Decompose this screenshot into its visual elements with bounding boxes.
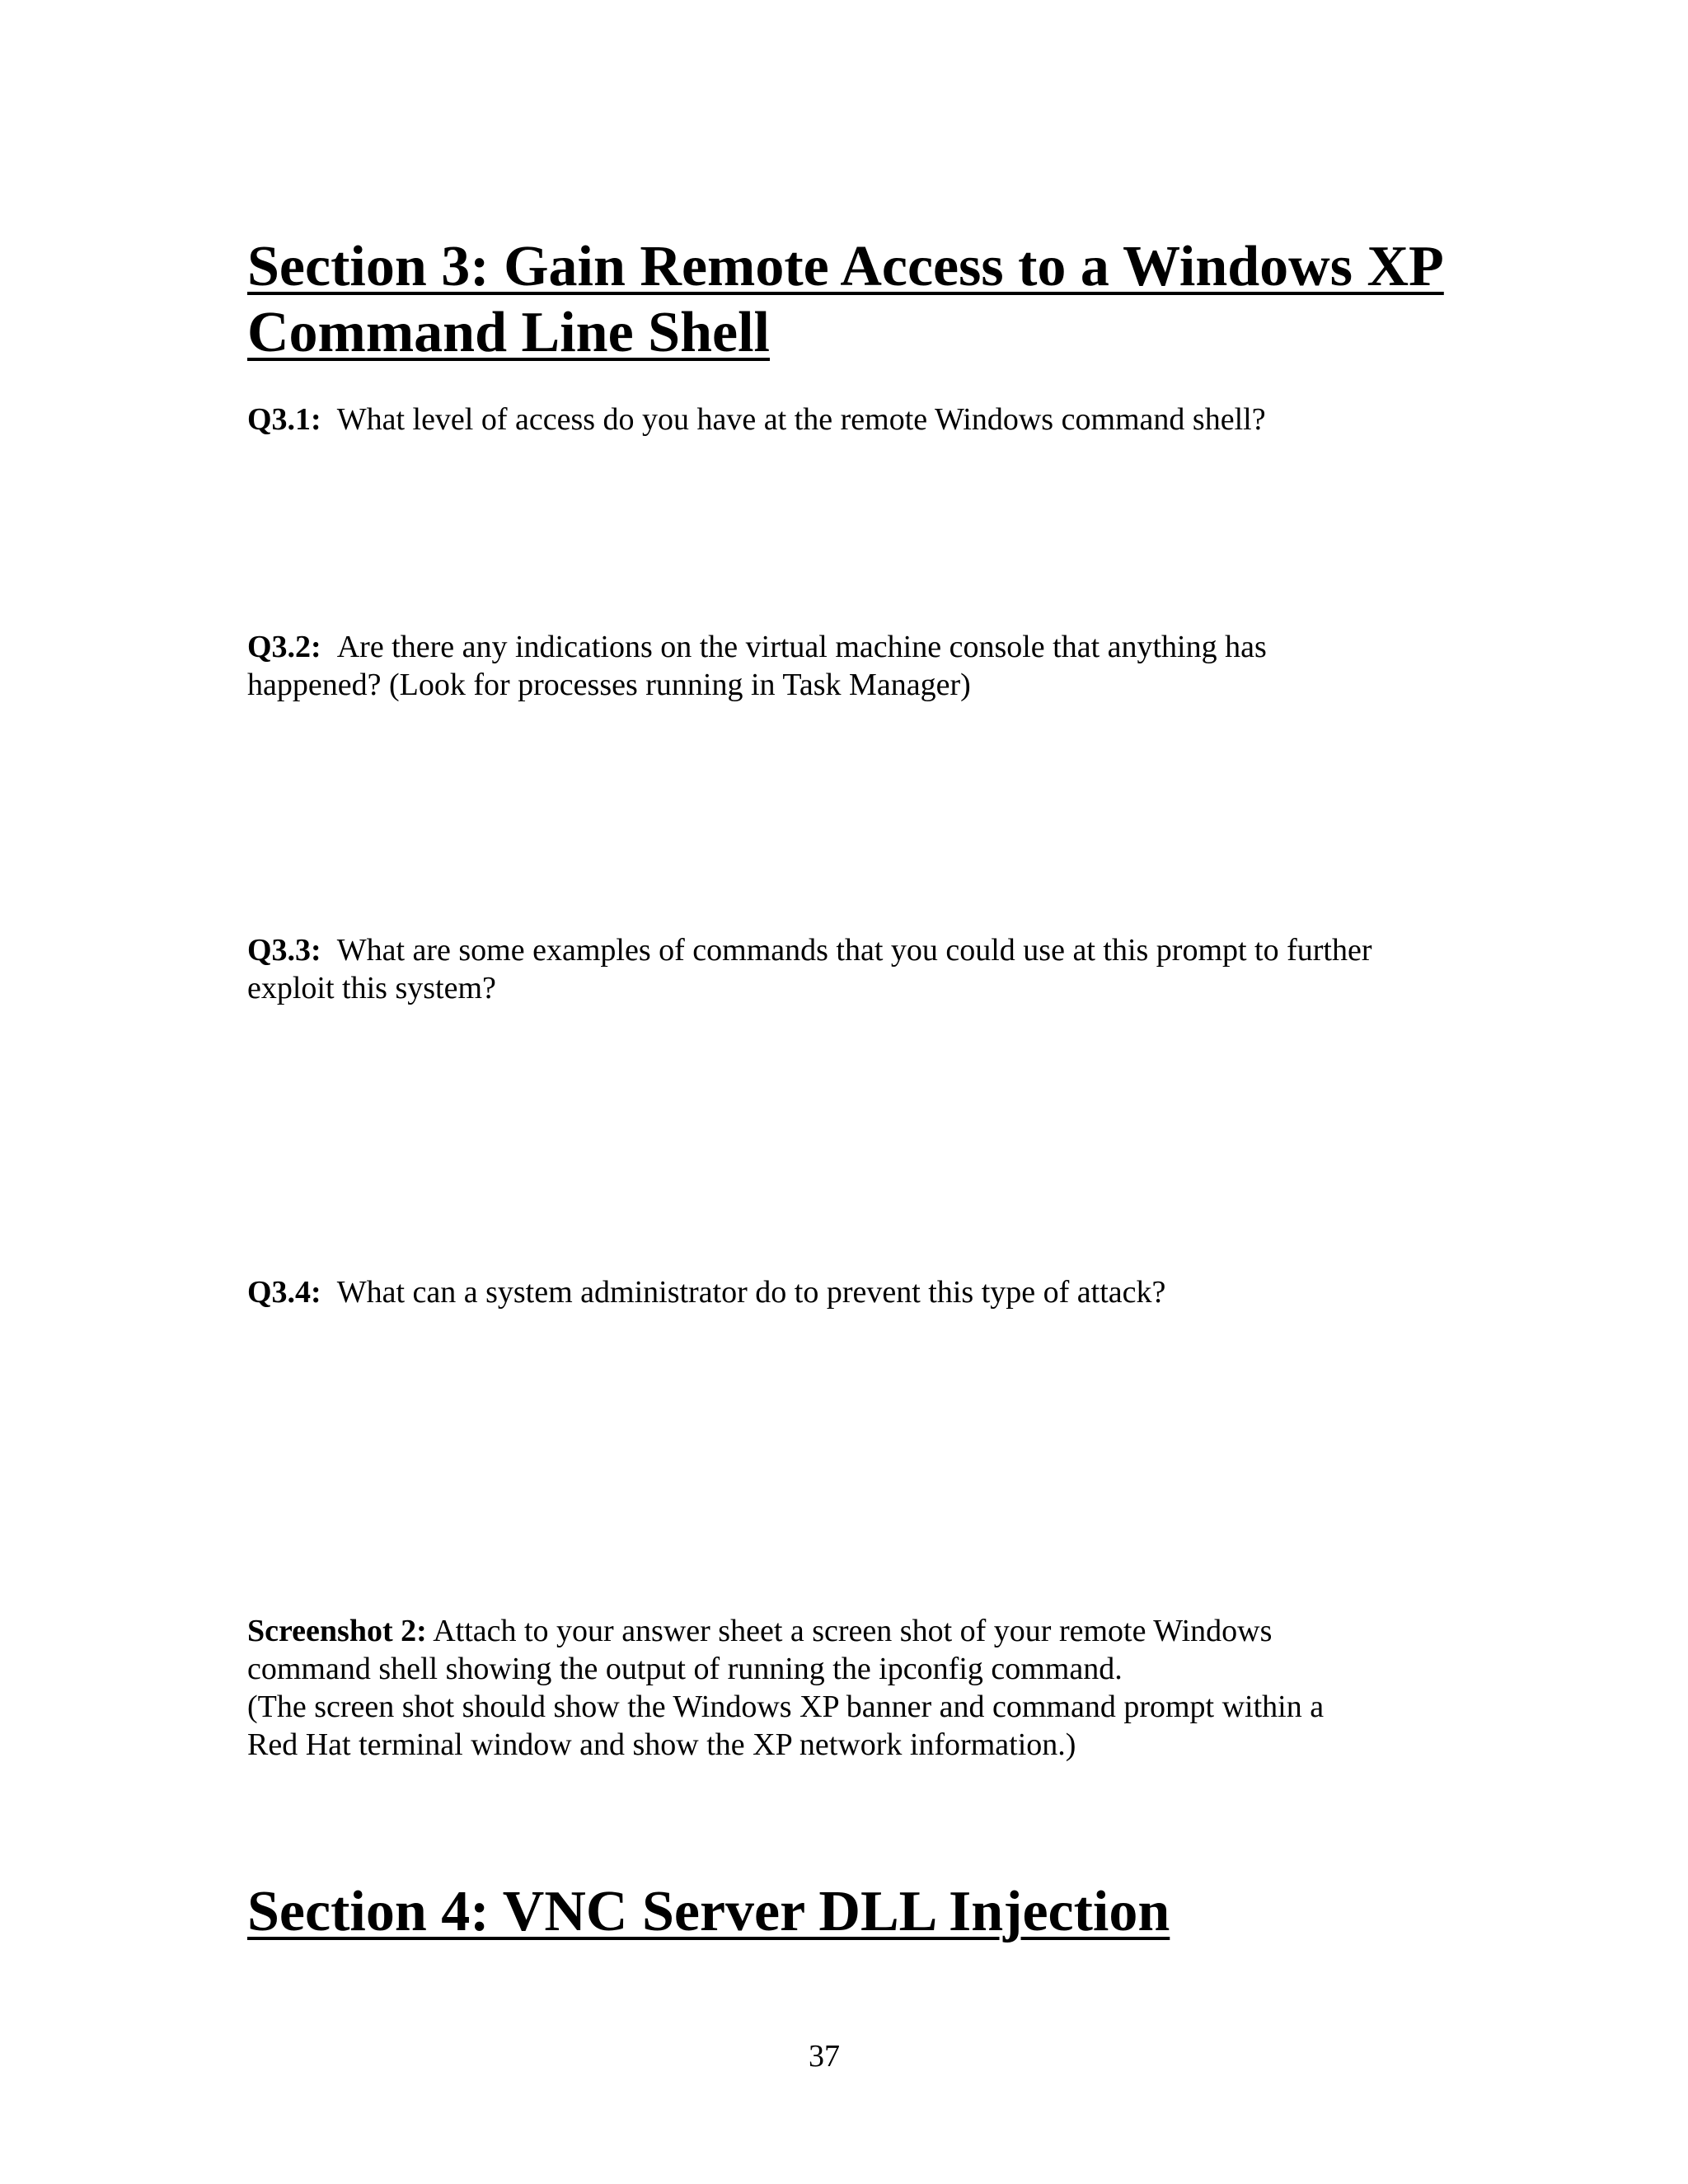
screenshot-2-text-line-2: command shell showing the output of running the ipconfig command. [247,1652,1123,1686]
question-3-3 [247,931,1467,1007]
screenshot-2-instructions [247,1612,1467,1764]
question-3-2-text-line-1: Are there any indications on the virtual machine console that anything has [336,630,1267,664]
question-3-2-label: Q3.2: [247,630,321,664]
question-3-4 [247,1273,1467,1311]
question-3-3-text-line-2: exploit this system? [247,971,496,1005]
screenshot-2-text-line-4: Red Hat terminal window and show the XP network information.) [247,1727,1076,1762]
section-3-heading-line-1: Section 3: Gain Remote Access to a Windows XP [247,235,1444,298]
question-3-2 [247,628,1467,704]
section-3-heading-line-2: Command Line Shell [247,301,770,364]
question-3-1 [247,401,1467,438]
section-4-heading-line: Section 4: VNC Server DLL Injection [247,1880,1170,1943]
question-3-4-text: What can a system administrator do to prevent this type of attack? [336,1275,1166,1310]
question-3-3-label: Q3.3: [247,933,321,968]
question-3-4-label: Q3.4: [247,1275,321,1310]
page-number: 37 [809,2039,840,2074]
section-4-heading [247,1879,1467,1945]
screenshot-2-label: Screenshot 2: [247,1614,427,1648]
screenshot-2-text-line-1: Attach to your answer sheet a screen shot of your remote Windows [433,1614,1273,1648]
question-3-1-text: What level of access do you have at the remote Windows command shell? [336,402,1266,437]
question-3-2-text-line-2: happened? (Look for processes running in Task Manager) [247,668,971,702]
question-3-3-text-line-1: What are some examples of commands that you could use at this prompt to further [336,933,1372,968]
section-3-heading [247,234,1467,366]
question-3-1-label: Q3.1: [247,402,321,437]
screenshot-2-text-line-3: (The screen shot should show the Windows XP banner and command prompt within a [247,1690,1325,1724]
